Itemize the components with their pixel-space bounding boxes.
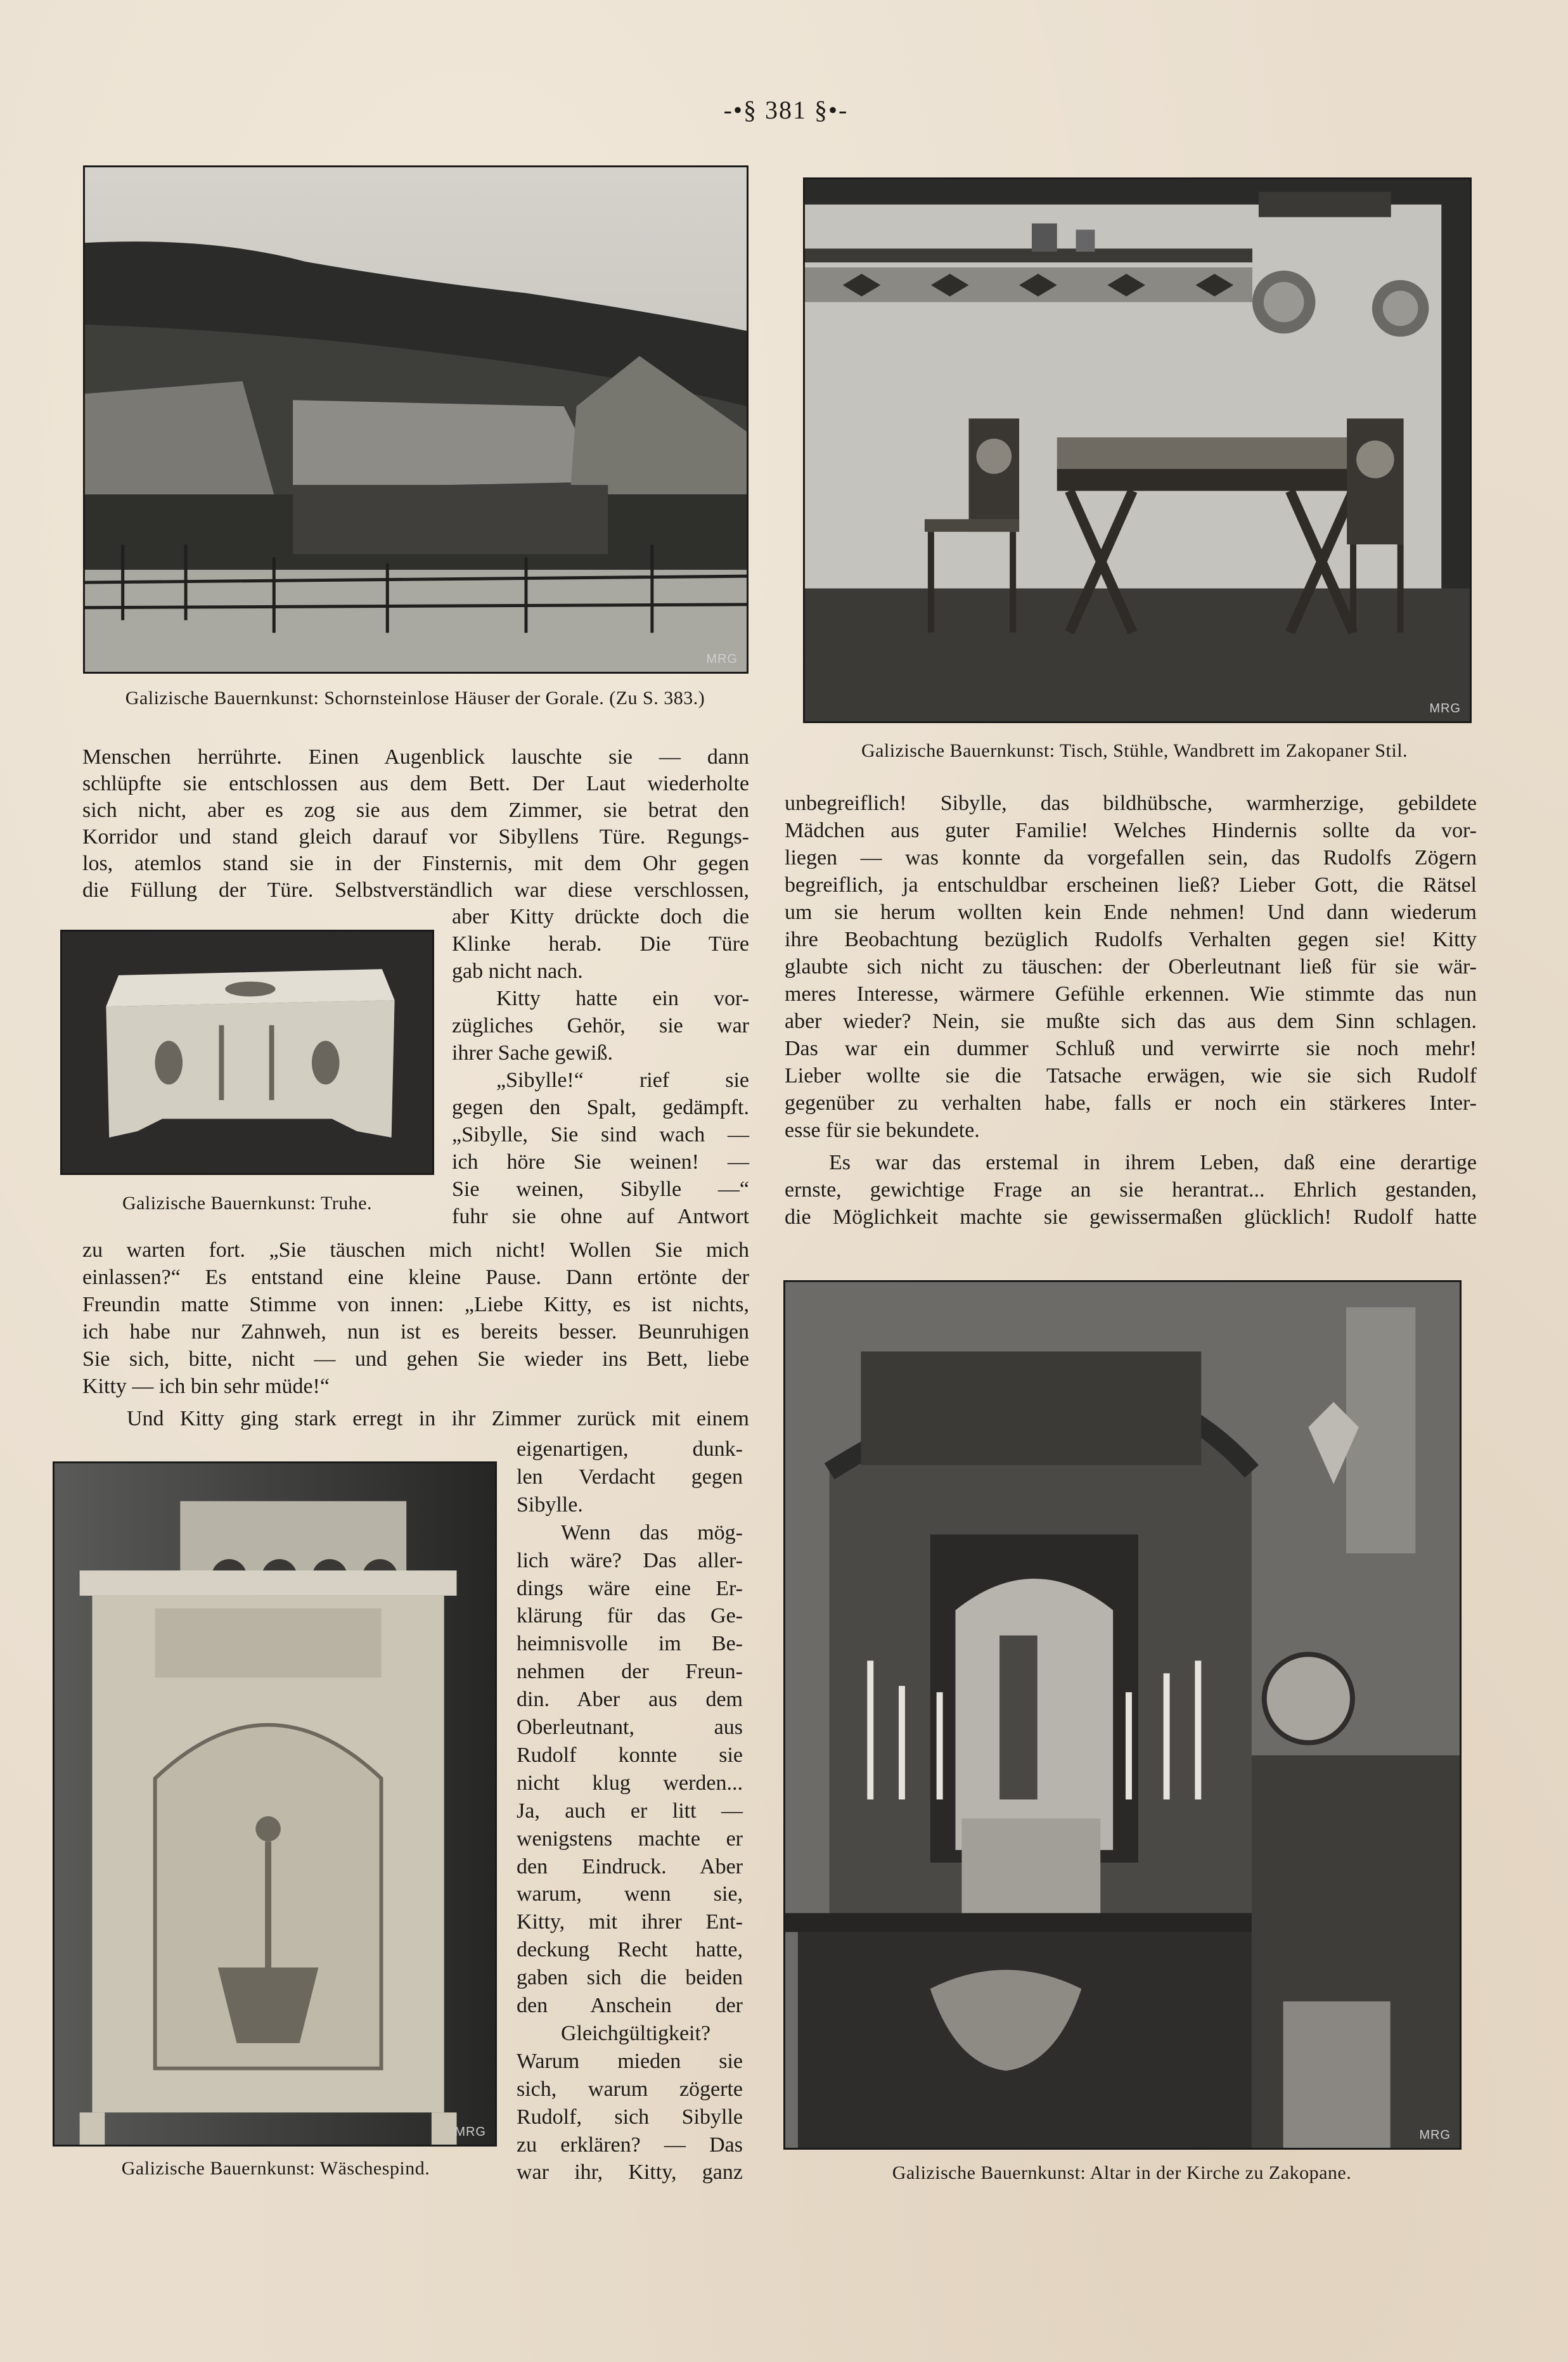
photo-wardrobe — [53, 1461, 497, 2147]
text-line: ihre Beobachtung bezüglich Rudolfs Verhalten gegen sie! Kitty — [785, 928, 1477, 951]
text-line: Freundin matte Stimme von innen: „Liebe Kitty, es ist nichts, — [82, 1293, 749, 1316]
text-line: Warum mieden sie — [517, 2049, 743, 2073]
text-line: Klinke herab. Die Türe — [452, 932, 749, 956]
text-line: schlüpfte sie entschlossen aus dem Bett. Der Laut wiederholte — [82, 772, 749, 795]
text-line: ihrer Sache gewiß. — [452, 1041, 613, 1065]
text-line: war ihr, Kitty, ganz — [517, 2160, 743, 2185]
text-line: warum, wenn sie, — [517, 1882, 743, 1906]
text-line: eigenartigen, dunk- — [517, 1437, 743, 1461]
text-line: Sibylle. — [517, 1492, 583, 1517]
text-line: lich wäre? Das aller- — [517, 1548, 743, 1572]
text-line: glaubte sich nicht zu täuschen: der Oberleutnant ließ für sie wär- — [785, 955, 1477, 979]
caption-houses: Galizische Bauernkunst: Schornsteinlose Häuser der Gorale. (Zu S. 383.) — [125, 688, 705, 709]
text-line: gaben sich die beiden — [517, 1966, 743, 1990]
caption-wardrobe: Galizische Bauernkunst: Wäschespind. — [121, 2158, 430, 2179]
ornament-left: -•§ — [723, 96, 757, 124]
page-number-value: 381 — [765, 96, 807, 124]
text-line: Sie sich, bitte, nicht — und gehen Sie wieder ins Bett, liebe — [82, 1347, 749, 1371]
text-line: aber wieder? Nein, sie mußte sich das aus dem Sinn schlagen. — [785, 1010, 1477, 1033]
text-line: meres Interesse, wärmere Gefühle erkennen. Wie stimmte das nun — [785, 982, 1477, 1006]
text-line: len Verdacht gegen — [517, 1465, 743, 1489]
text-line: ernste, gewichtige Frage an sie herantrat... Ehrlich gestanden, — [785, 1178, 1477, 1202]
text-line: Oberleutnant, aus — [517, 1716, 743, 1739]
text-line: Das war ein dummer Schluß und verwirrte sie noch mehr! — [785, 1037, 1477, 1060]
text-line: ich habe nur Zahnweh, nun ist es bereits besser. Beunruhigen — [82, 1320, 749, 1344]
text-line: gegen den Spalt, gedämpft. — [452, 1096, 749, 1119]
text-line: din. Aber aus dem — [517, 1688, 743, 1712]
text-line: den Anschein der — [517, 1994, 743, 2017]
photo-table-chairs — [803, 177, 1472, 723]
caption-table: Galizische Bauernkunst: Tisch, Stühle, Wandbrett im Zakopaner Stil. — [861, 740, 1408, 761]
text-line: nicht klug werden... — [517, 1771, 743, 1795]
photo-signature: MRG — [706, 652, 738, 666]
text-line: Gleichgültigkeit? — [561, 2021, 711, 2045]
text-line: dings wäre eine Er- — [517, 1576, 743, 1600]
photo-gorale-houses — [83, 165, 749, 674]
text-line: sich, warum zögerte — [517, 2077, 743, 2101]
text-line: unbegreiflich! Sibylle, das bildhübsche, warmherzige, gebildete — [785, 792, 1477, 815]
text-line: gegenüber zu verhalten habe, falls er noch ein stärkeres Inter- — [785, 1091, 1477, 1115]
text-line: Menschen herrührte. Einen Augenblick lauschte sie — dann — [82, 745, 749, 769]
text-line: Rudolf konnte sie — [517, 1743, 743, 1767]
text-line: einlassen?“ Es entstand eine kleine Pause. Dann ertönte der — [82, 1266, 749, 1289]
ornament-right: §•- — [814, 96, 849, 124]
photo-altar — [783, 1280, 1462, 2150]
text-line: fuhr sie ohne auf Antwort — [452, 1205, 749, 1228]
text-line: die Möglichkeit machte sie gewissermaßen glücklich! Rudolf hatte — [785, 1205, 1477, 1229]
photo-chest — [60, 930, 434, 1175]
text-line: „Sibylle, Sie sind wach — — [452, 1123, 749, 1146]
text-line: um sie herum wollten kein Ende nehmen! Und dann wiederum — [785, 901, 1477, 924]
text-line: liegen — was konnte da vorgefallen sein, das Rudolfs Zögern — [785, 846, 1477, 870]
text-line: den Eindruck. Aber — [517, 1854, 743, 1878]
photo-signature: MRG — [1429, 702, 1461, 716]
text-line: zügliches Gehör, sie war — [452, 1014, 749, 1037]
page-number — [684, 95, 887, 125]
caption-altar: Galizische Bauernkunst: Altar in der Kirche zu Zakopane. — [892, 2162, 1352, 2183]
text-line: Sie weinen, Sibylle —“ — [452, 1178, 749, 1201]
text-line: deckung Recht hatte, — [517, 1938, 743, 1962]
text-line: „Sibylle!“ rief sie — [496, 1069, 749, 1092]
text-line: Korridor und stand gleich darauf vor Sibyllens Türe. Regungs- — [82, 825, 749, 849]
text-line: Mädchen aus guter Familie! Welches Hindernis sollte da vor- — [785, 819, 1477, 842]
text-line: los, atemlos stand sie in der Finsternis, mit dem Ohr gegen — [82, 852, 749, 875]
text-line: Rudolf, sich Sibylle — [517, 2105, 743, 2129]
text-line: zu erklären? — Das — [517, 2133, 743, 2157]
text-line: aber Kitty drückte doch die — [452, 905, 749, 928]
text-line: sich nicht, aber es zog sie aus dem Zimmer, sie betrat den — [82, 799, 749, 822]
text-line: Kitty, mit ihrer Ent- — [517, 1910, 743, 1934]
text-line: esse für sie bekundete. — [785, 1119, 980, 1142]
text-line: Kitty hatte ein vor- — [496, 987, 749, 1010]
text-line: nehmen der Freun- — [517, 1660, 743, 1684]
caption-chest: Galizische Bauernkunst: Truhe. — [122, 1193, 373, 1214]
text-line: Kitty — ich bin sehr müde!“ — [82, 1375, 330, 1398]
photo-signature: MRG — [1419, 2128, 1451, 2142]
text-line: heimnisvolle im Be- — [517, 1632, 743, 1656]
photo-signature: MRG — [454, 2125, 486, 2139]
text-line: Und Kitty ging stark erregt in ihr Zimmer zurück mit einem — [127, 1407, 749, 1430]
text-line: Es war das erstemal in ihrem Leben, daß eine derartige — [829, 1151, 1477, 1174]
text-line: Ja, auch er litt — — [517, 1799, 743, 1823]
text-line: die Füllung der Türe. Selbstverständlich war diese verschlossen, — [82, 878, 749, 902]
text-line: zu warten fort. „Sie täuschen mich nicht! Wollen Sie mich — [82, 1238, 749, 1262]
text-line: wenigstens machte er — [517, 1826, 743, 1851]
text-line: Wenn das mög- — [561, 1520, 743, 1544]
text-line: Lieber wollte sie die Tatsache erwägen, wie sie sich Rudolf — [785, 1064, 1477, 1088]
text-line: klärung für das Ge- — [517, 1604, 743, 1628]
text-line: ich höre Sie weinen! — — [452, 1150, 749, 1174]
text-line: begreiflich, ja entschuldbar erscheinen ließ? Lieber Gott, die Rätsel — [785, 873, 1477, 897]
text-line: gab nicht nach. — [452, 960, 583, 983]
